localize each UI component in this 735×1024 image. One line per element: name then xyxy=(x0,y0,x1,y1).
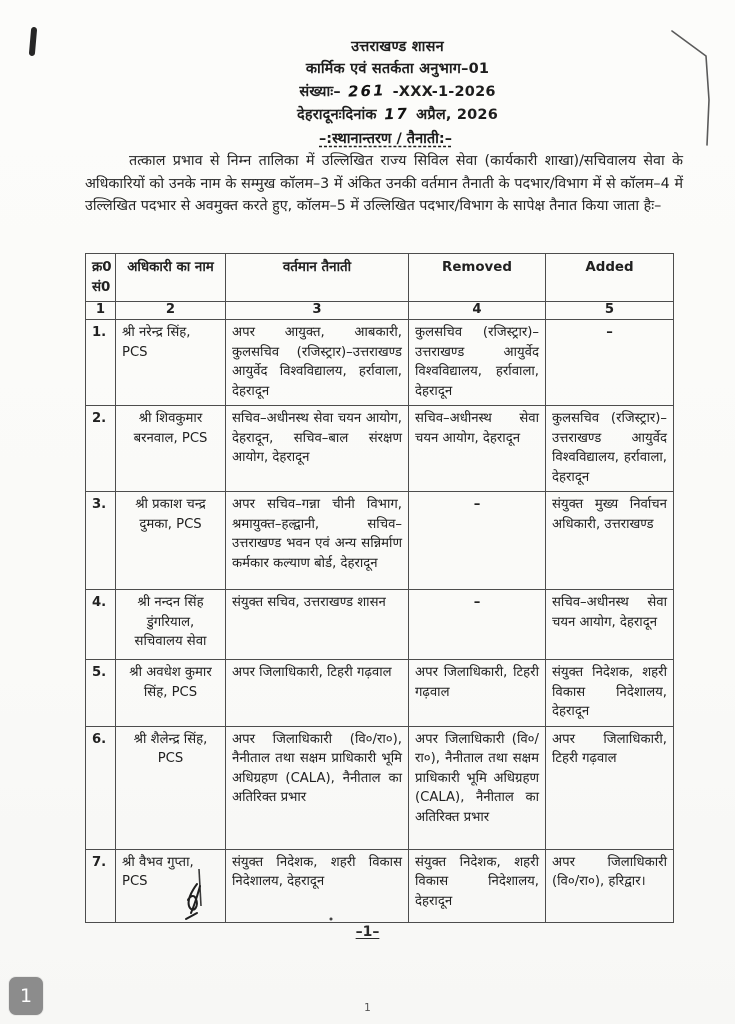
place-date-line xyxy=(30,103,735,126)
cell-removed: सचिव–अधीनस्थ सेवा चयन आयोग, देहरादून xyxy=(409,406,546,492)
order-number-rest: -XXX-1-2026 xyxy=(392,84,496,100)
viewer-page-indicator: 1 xyxy=(364,1002,371,1014)
cell-serial: 4. xyxy=(86,590,116,660)
table-row xyxy=(86,726,674,849)
table-row xyxy=(86,320,674,406)
cell-serial: 5. xyxy=(86,660,116,727)
column-number: 4 xyxy=(409,302,546,320)
document-header xyxy=(30,36,735,126)
cell-current-posting: अपर जिलाधिकारी (वि०/रा०), नैनीताल तथा सक्षम प्राधिकारी भूमि अधिग्रहण (CALA), नैनीताल का अतिरिक्त प्रभार xyxy=(226,726,409,849)
order-paragraph: तत्काल प्रभाव से निम्न तालिका में उल्लिखित राज्य सिविल सेवा (कार्यकारी शाखा)/सचिवालय सेवा के अधिकारियों को उनके नाम के सम्मुख कॉलम–3 में अंकित उनकी वर्तमान तैनाती के पदभार/विभाग में से कॉलम–4 में उल्लिखित पदभार से अवमुक्त करते हुए, कॉलम–5 में उल्लिखित पदभार/विभाग के सापेक्ष तैनात किया जाता हैः– xyxy=(85,153,683,214)
cell-serial: 2. xyxy=(86,406,116,492)
cell-added: सचिव–अधीनस्थ सेवा चयन आयोग, देहरादून xyxy=(546,590,674,660)
cell-officer-name: श्री वैभव गुप्ता, PCS xyxy=(116,849,226,922)
header-serial-number: क्र0 सं0 xyxy=(86,254,116,302)
date-handwritten: 17 xyxy=(382,104,411,124)
cell-officer-name: श्री अवधेश कुमार सिंह, PCS xyxy=(116,660,226,727)
cell-officer-name: श्री शैलेन्द्र सिंह, PCS xyxy=(116,726,226,849)
transfer-table xyxy=(85,253,674,923)
cell-current-posting: अपर जिलाधिकारी, टिहरी गढ़वाल xyxy=(226,660,409,727)
cell-removed: – xyxy=(409,492,546,590)
table-row xyxy=(86,590,674,660)
header-removed: Removed xyxy=(409,254,546,302)
column-number: 1 xyxy=(86,302,116,320)
header-added: Added xyxy=(546,254,674,302)
header-current-posting: वर्तमान तैनाती xyxy=(226,254,409,302)
cell-serial: 7. xyxy=(86,849,116,922)
cell-officer-name: श्री शिवकुमार बरनवाल, PCS xyxy=(116,406,226,492)
cell-added: कुलसचिव (रजिस्ट्रार)– उत्तराखण्ड आयुर्वेद विश्वविद्यालय, हर्रावाला, देहरादून xyxy=(546,406,674,492)
cell-added: संयुक्त निदेशक, शहरी विकास निदेशालय, देहरादून xyxy=(546,660,674,727)
government-name: उत्तराखण्ड शासन xyxy=(351,39,444,55)
cell-officer-name: श्री नन्दन सिंह डुंगरियाल, सचिवालय सेवा xyxy=(116,590,226,660)
cell-removed: संयुक्त निदेशक, शहरी विकास निदेशालय, देहरादून xyxy=(409,849,546,922)
cell-added: अपर जिलाधिकारी, टिहरी गढ़वाल xyxy=(546,726,674,849)
cell-serial: 3. xyxy=(86,492,116,590)
page-number: –1– xyxy=(355,924,380,940)
cell-current-posting: संयुक्त सचिव, उत्तराखण्ड शासन xyxy=(226,590,409,660)
table-row xyxy=(86,406,674,492)
cell-removed: कुलसचिव (रजिस्ट्रार)– उत्तराखण्ड आयुर्वेद विश्वविद्यालय, हर्रावाला, देहरादून xyxy=(409,320,546,406)
order-number-handwritten: 261 xyxy=(346,81,387,101)
header-officer-name: अधिकारी का नाम xyxy=(116,254,226,302)
cell-officer-name: श्री प्रकाश चन्द्र दुमका, PCS xyxy=(116,492,226,590)
cell-serial: 6. xyxy=(86,726,116,849)
page-thumbnail-badge: 1 xyxy=(9,977,43,1015)
cell-current-posting: अपर सचिव–गन्ना चीनी विभाग, श्रमायुक्त–हल्द्वानी, सचिव– उत्तराखण्ड भवन एवं अन्य सन्निर्माण कर्मकार कल्याण बोर्ड, देहरादून xyxy=(226,492,409,590)
table-row xyxy=(86,492,674,590)
cell-current-posting: सचिव–अधीनस्थ सेवा चयन आयोग, देहरादून, सचिव–बाल संरक्षण आयोग, देहरादून xyxy=(226,406,409,492)
cell-officer-name: श्री नरेन्द्र सिंह, PCS xyxy=(116,320,226,406)
cell-serial: 1. xyxy=(86,320,116,406)
column-number: 3 xyxy=(226,302,409,320)
column-number-row xyxy=(86,302,674,320)
table-row xyxy=(86,849,674,922)
subject-title: –:स्थानान्तरण / तैनाती:– xyxy=(319,131,452,147)
date-rest: अप्रैल, 2026 xyxy=(416,107,498,123)
cell-added: अपर जिलाधिकारी (वि०/रा०), हरिद्वार। xyxy=(546,849,674,922)
cell-removed: – xyxy=(409,590,546,660)
cell-current-posting: संयुक्त निदेशक, शहरी विकास निदेशालय, देहरादून xyxy=(226,849,409,922)
column-number: 5 xyxy=(546,302,674,320)
date-label: देहरादूनःदिनांक xyxy=(296,107,377,123)
cell-added: – xyxy=(546,320,674,406)
order-number-label: संख्याः– xyxy=(299,84,341,100)
cell-removed: अपर जिलाधिकारी (वि०/रा०), नैनीताल तथा सक्षम प्राधिकारी भूमि अधिग्रहण (CALA), नैनीताल का अतिरिक्त प्रभार xyxy=(409,726,546,849)
section-name: कार्मिक एवं सतर्कता अनुभाग–01 xyxy=(305,61,490,77)
table-row xyxy=(86,660,674,727)
order-number-line xyxy=(30,80,735,103)
cell-current-posting: अपर आयुक्त, आबकारी, कुलसचिव (रजिस्ट्रार)–उत्तराखण्ड आयुर्वेद विश्वविद्यालय, हर्रावाला, देहरादून xyxy=(226,320,409,406)
table-header-row xyxy=(86,254,674,302)
cell-removed: अपर जिलाधिकारी, टिहरी गढ़वाल xyxy=(409,660,546,727)
cell-added: संयुक्त मुख्य निर्वाचन अधिकारी, उत्तराखण्ड xyxy=(546,492,674,590)
column-number: 2 xyxy=(116,302,226,320)
